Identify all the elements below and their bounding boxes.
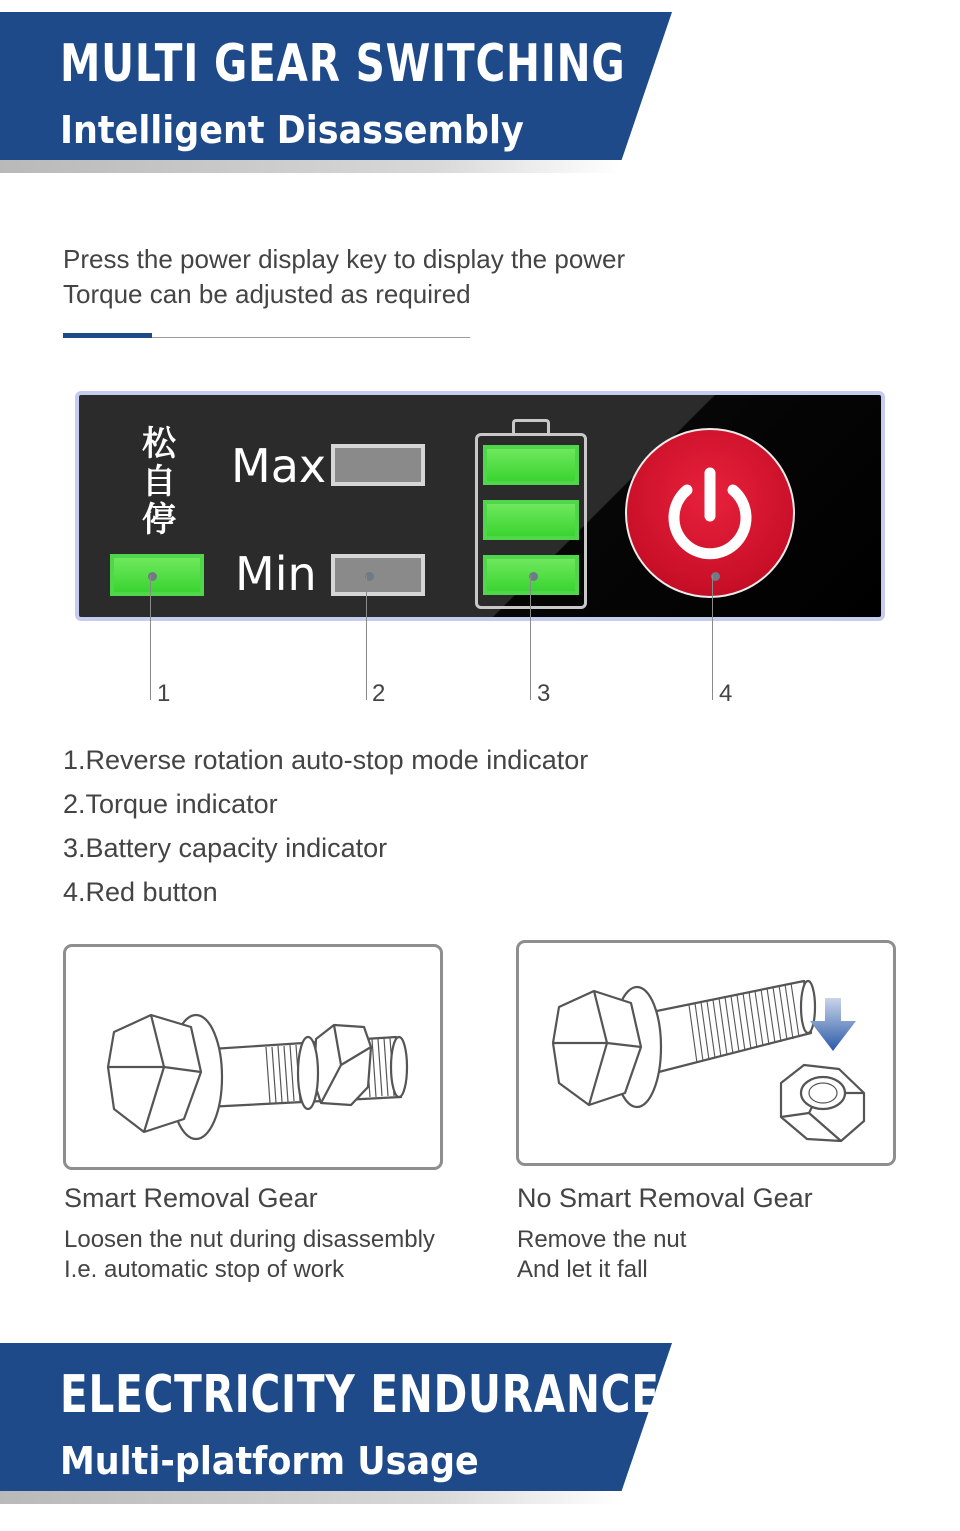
card-title: Smart Removal Gear: [64, 1183, 318, 1213]
bottom-banner: [0, 1343, 960, 1518]
legend-item: 2.Torque indicator: [63, 789, 278, 819]
callout-number-4: 4: [719, 680, 733, 707]
banner-shadow: [0, 160, 620, 173]
card-description: Remove the nut And let it fall: [517, 1226, 687, 1283]
callout-number-3: 3: [537, 680, 551, 707]
smart-removal-card: [63, 944, 443, 1170]
bolt-with-nut-illustration: [66, 947, 440, 1167]
power-icon: [625, 428, 795, 598]
banner-subtitle: Intelligent Disassembly: [60, 108, 524, 152]
legend-item: 4.Red button: [63, 877, 218, 907]
banner-title: MULTI GEAR SWITCHING: [60, 34, 626, 94]
callout-number-2: 2: [372, 680, 386, 707]
divider-accent: [63, 333, 152, 338]
battery-bar-1: [483, 445, 579, 485]
auto-stop-indicator: [110, 554, 204, 596]
callout-line-3: [530, 575, 531, 700]
banner-title: ELECTRICITY ENDURANCE: [60, 1365, 660, 1425]
legend-list: [63, 738, 588, 914]
callout-number-1: 1: [157, 680, 171, 707]
legend-item: 1.Reverse rotation auto-stop mode indicator: [63, 745, 589, 775]
intro-line-2: Torque can be adjusted as required: [63, 279, 471, 309]
bolt-nut-falling-illustration: [519, 943, 893, 1163]
no-smart-removal-card: [516, 940, 896, 1166]
intro-line-1: Press the power display key to display the power: [63, 244, 626, 274]
callout-line-2: [366, 575, 367, 700]
callout-line-1: [150, 575, 151, 700]
control-panel: [75, 391, 885, 621]
max-torque-indicator: [331, 444, 425, 486]
intro-text: [63, 242, 625, 312]
battery-bar-2: [483, 500, 579, 540]
max-label: Max: [231, 439, 327, 493]
red-power-button[interactable]: [625, 428, 795, 598]
banner-shadow: [0, 1491, 620, 1504]
banner-subtitle: Multi-platform Usage: [60, 1439, 479, 1483]
callout-line-4: [712, 575, 713, 700]
card-description: Loosen the nut during disassembly I.e. automatic stop of work: [64, 1226, 435, 1283]
top-banner: [0, 12, 960, 187]
legend-item: 3.Battery capacity indicator: [63, 833, 388, 863]
card-title: No Smart Removal Gear: [517, 1183, 813, 1213]
min-label: Min: [235, 547, 317, 601]
min-torque-indicator: [331, 554, 425, 596]
down-arrow-icon: [810, 998, 856, 1051]
auto-stop-label: 松 自 停: [142, 424, 176, 540]
